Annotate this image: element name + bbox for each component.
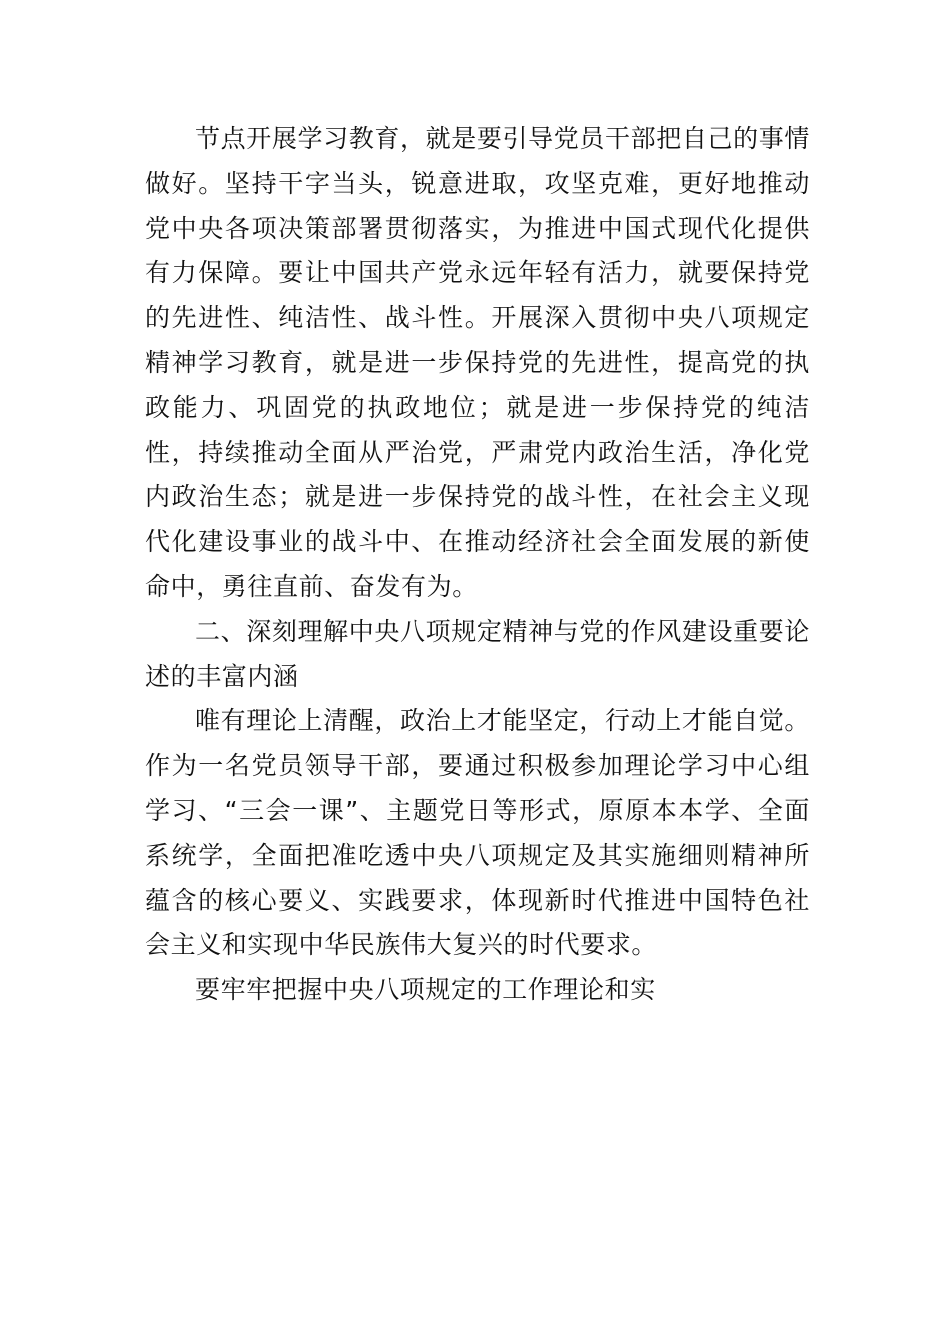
paragraph-continued: 节点开展学习教育，就是要引导党员干部把自己的事情做好。坚持干字当头，锐意进取，攻坚克难，更好地推动党中央各项决策部署贯彻落实，为推进中国式现代化提供有力保障。要让中国共产党永远年轻有活力，就要保持党的先进性、纯洁性、战斗性。开展深入贯彻中央八项规定精神学习教育，就是进一步保持党的先进性，提高党的执政能力、巩固党的执政地位；就是进一步保持党的纯洁性，持续推动全面从严治党，严肃党内政治生活，净化党内政治生态；就是进一步保持党的战斗性，在社会主义现代化建设事业的战斗中、在推动经济社会全面发展的新使命中，勇往直前、奋发有为。 bbox=[145, 124, 810, 601]
paragraph: 唯有理论上清醒，政治上才能坚定，行动上才能自觉。作为一名党员领导干部，要通过积极参加理论学习中心组学习、“三会一课”、主题党日等形式，原原本本学、全面系统学，全面把准吃透中央八项规定及其实施细则精神所蕴含的核心要义、实践要求，体现新时代推进中国特色社会主义和实现中华民族伟大复兴的时代要求。 bbox=[145, 706, 810, 960]
document-body bbox=[145, 117, 810, 1013]
section-heading: 二、深刻理解中央八项规定精神与党的作风建设重要论述的丰富内涵 bbox=[145, 616, 810, 691]
paragraph-truncated: 要牢牢把握中央八项规定的工作理论和实 bbox=[195, 975, 656, 1005]
